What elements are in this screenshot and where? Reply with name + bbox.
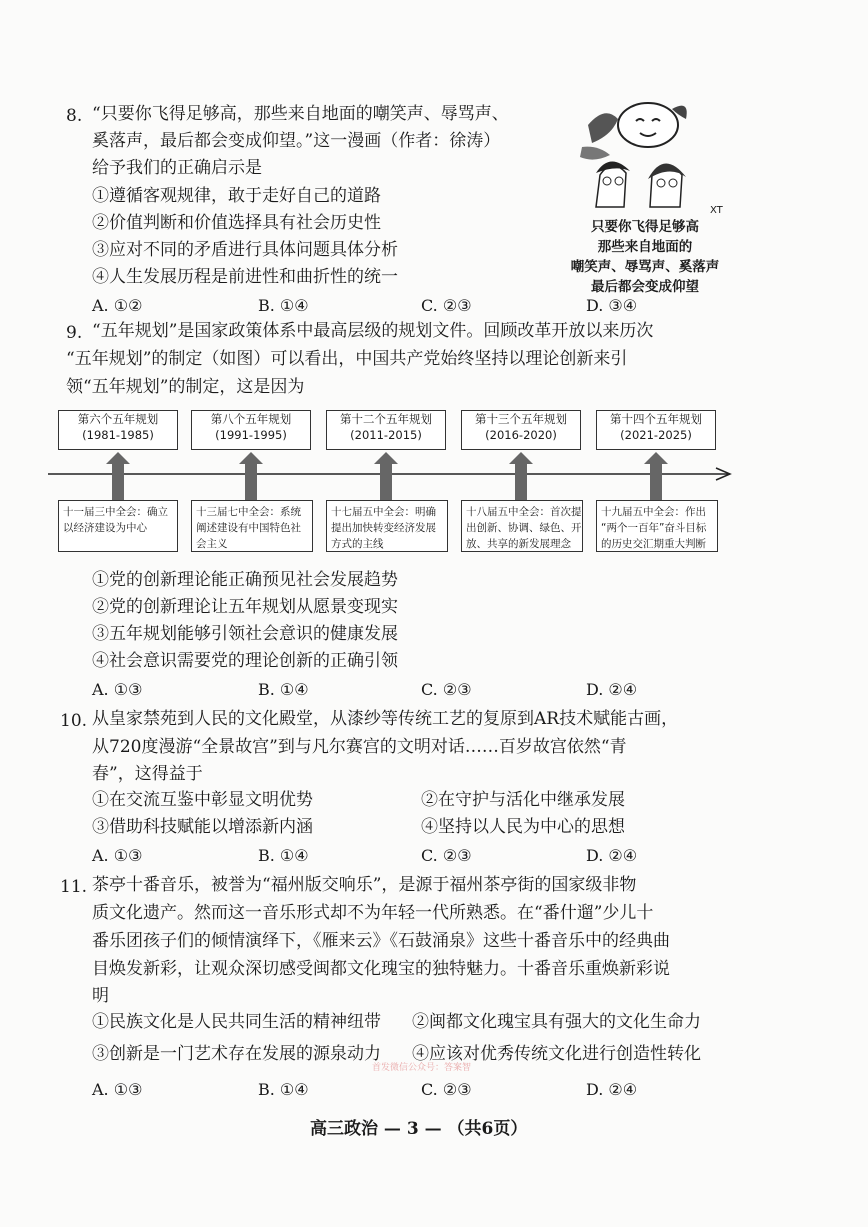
q10-number: 10. — [60, 711, 88, 731]
q11-statement-4: ④应该对优秀传统文化进行创造性转化 — [412, 1044, 701, 1064]
plan-name: 第十三个五年规划 — [475, 412, 567, 426]
watermark: 首发微信公众号：答案智 — [372, 1063, 472, 1073]
q9-statement-1: ①党的创新理论能正确预见社会发展趋势 — [92, 570, 398, 590]
q8-option-a: A. ①② — [92, 296, 143, 315]
q9-option-c: C. ②③ — [421, 680, 472, 699]
plenum-line: 放、共享的新发展理念 — [466, 538, 571, 550]
q10-statement-3: ③借助科技赋能以增添新内涵 — [92, 817, 313, 837]
q11-stem-line-3: 番乐团孩子们的倾情演绎下，《雁来云》《石鼓涌泉》这些十番音乐中的经典曲 — [92, 931, 670, 951]
q11-stem-line-1: 茶亭十番音乐，被誉为“福州版交响乐”，是源于福州茶亭街的国家级非物 — [92, 875, 637, 895]
plan-box-13th — [461, 410, 581, 450]
q10-option-a: A. ①③ — [92, 846, 143, 865]
plenum-line: “两个一百年”奋斗目标 — [601, 522, 707, 534]
plenum-line: 十一届三中全会：确立 — [63, 506, 168, 518]
q8-statement-4: ④人生发展历程是前进性和曲折性的统一 — [92, 267, 398, 287]
q9-stem-line-1: “五年规划”是国家政策体系中最高层级的规划文件。回顾改革开放以来历次 — [92, 321, 654, 341]
plan-name: 第十二个五年规划 — [340, 412, 432, 426]
cartoon-caption-line-1: 只要你飞得足够高 — [591, 219, 699, 235]
cartoon-drawing — [560, 95, 740, 215]
plan-name: 第十四个五年规划 — [610, 412, 702, 426]
q8-stem-line-3: 给予我们的正确启示是 — [92, 158, 262, 178]
plenum-line: 会主义 — [196, 538, 228, 550]
cartoon-caption-line-3: 嘲笑声、辱骂声、奚落声 — [570, 259, 720, 275]
plan-box-14th — [596, 410, 716, 450]
plenum-box-17-5 — [326, 500, 448, 552]
q11-stem-line-4: 目焕发新彩，让观众深切感受闽都文化瑰宝的独特魅力。十番音乐重焕新彩说 — [92, 959, 670, 979]
q9-number: 9. — [66, 323, 83, 343]
plan-years: (2021-2025) — [620, 428, 692, 442]
q8-number: 8. — [66, 106, 83, 126]
q8-statement-2: ②价值判断和价值选择具有社会历史性 — [92, 213, 381, 233]
q9-stem-line-3: 领“五年规划”的制定，这是因为 — [66, 377, 305, 397]
plenum-line: 以经济建设为中心 — [63, 522, 147, 534]
q10-statement-4: ④坚持以人民为中心的思想 — [421, 817, 625, 837]
five-year-plan-timeline — [48, 408, 738, 558]
plenum-line: 阐述建设有中国特色社 — [196, 522, 301, 534]
plenum-line: 方式的主线 — [331, 538, 384, 550]
q9-option-d: D. ②④ — [586, 680, 638, 699]
q10-statement-2: ②在守护与活化中继承发展 — [421, 790, 625, 810]
q8-option-c: C. ②③ — [421, 296, 472, 315]
q10-stem-line-3: 春”，这得益于 — [92, 764, 203, 784]
plenum-box-18-5 — [461, 500, 583, 552]
q8-option-d: D. ③④ — [586, 296, 638, 315]
q8-statement-3: ③应对不同的矛盾进行具体问题具体分析 — [92, 240, 398, 260]
q11-option-c: C. ②③ — [421, 1080, 472, 1099]
q11-statement-2: ②闽都文化瑰宝具有强大的文化生命力 — [412, 1012, 701, 1032]
cartoon-caption — [550, 217, 740, 297]
q10-option-d: D. ②④ — [586, 846, 638, 865]
q11-stem-line-5: 明 — [92, 986, 109, 1006]
page-footer: 高三政治 — 3 — （共6页） — [310, 1119, 528, 1139]
plan-years: (1991-1995) — [215, 428, 287, 442]
plan-years: (2016-2020) — [485, 428, 557, 442]
q11-option-d: D. ②④ — [586, 1080, 638, 1099]
cartoon-caption-line-2: 那些来自地面的 — [597, 239, 693, 255]
plenum-line: 提出加快转变经济发展 — [331, 522, 436, 534]
cartoon-signature: XT — [710, 205, 723, 216]
cartoon-caption-line-4: 最后都会变成仰望 — [591, 279, 699, 295]
q8-stem-line-1: “只要你飞得足够高，那些来自地面的嘲笑声、辱骂声、 — [92, 104, 509, 124]
q8-statement-1: ①遵循客观规律，敢于走好自己的道路 — [92, 186, 381, 206]
q9-stem-line-2: “五年规划”的制定（如图）可以看出，中国共产党始终坚持以理论创新来引 — [66, 349, 628, 369]
plan-name: 第八个五年规划 — [210, 412, 292, 426]
q10-statement-1: ①在交流互鉴中彰显文明优势 — [92, 790, 313, 810]
plan-box-12th — [326, 410, 446, 450]
q10-option-c: C. ②③ — [421, 846, 472, 865]
q11-number: 11. — [60, 877, 88, 897]
plenum-box-11-3 — [58, 500, 178, 552]
plenum-line: 十八届五中全会：首次提 — [466, 506, 582, 518]
q11-statement-3: ③创新是一门艺术存在发展的源泉动力 — [92, 1044, 381, 1064]
q9-statement-3: ③五年规划能够引领社会意识的健康发展 — [92, 624, 398, 644]
q10-option-b: B. ①④ — [258, 846, 309, 865]
q9-option-b: B. ①④ — [258, 680, 309, 699]
q9-statement-2: ②党的创新理论让五年规划从愿景变现实 — [92, 597, 398, 617]
q8-option-b: B. ①④ — [258, 296, 309, 315]
plenum-line: 出创新、协调、绿色、开 — [466, 522, 582, 534]
plenum-line: 十七届五中全会：明确 — [331, 506, 436, 518]
q10-stem-line-1: 从皇家禁苑到人民的文化殿堂，从漆纱等传统工艺的复原到AR技术赋能古画， — [92, 709, 679, 729]
plan-years: (1981-1985) — [82, 428, 154, 442]
plan-box-6th — [58, 410, 178, 450]
plenum-box-13-7 — [191, 500, 313, 552]
q11-stem-line-2: 质文化遗产。然而这一音乐形式却不为年轻一代所熟悉。在“番什遛”少儿十 — [92, 903, 654, 923]
q10-stem-line-2: 从720度漫游“全景故宫”到与凡尔赛宫的文明对话……百岁故宫依然“青 — [92, 737, 627, 757]
plenum-line: 十九届五中全会：作出 — [601, 506, 706, 518]
q9-statement-4: ④社会意识需要党的理论创新的正确引领 — [92, 651, 398, 671]
q11-statement-1: ①民族文化是人民共同生活的精神纽带 — [92, 1012, 381, 1032]
q9-option-a: A. ①③ — [92, 680, 143, 699]
plenum-line: 十三届七中全会：系统 — [196, 506, 301, 518]
q11-option-b: B. ①④ — [258, 1080, 309, 1099]
plan-box-8th — [191, 410, 311, 450]
q8-stem-line-2: 奚落声，最后都会变成仰望。”这一漫画（作者：徐涛） — [92, 131, 501, 151]
plan-name: 第六个五年规划 — [77, 412, 159, 426]
plenum-line: 的历史交汇期重大判断 — [601, 538, 706, 550]
plan-years: (2011-2015) — [350, 428, 422, 442]
q11-option-a: A. ①③ — [92, 1080, 143, 1099]
q8-cartoon — [560, 95, 740, 295]
plenum-box-19-5 — [596, 500, 718, 552]
